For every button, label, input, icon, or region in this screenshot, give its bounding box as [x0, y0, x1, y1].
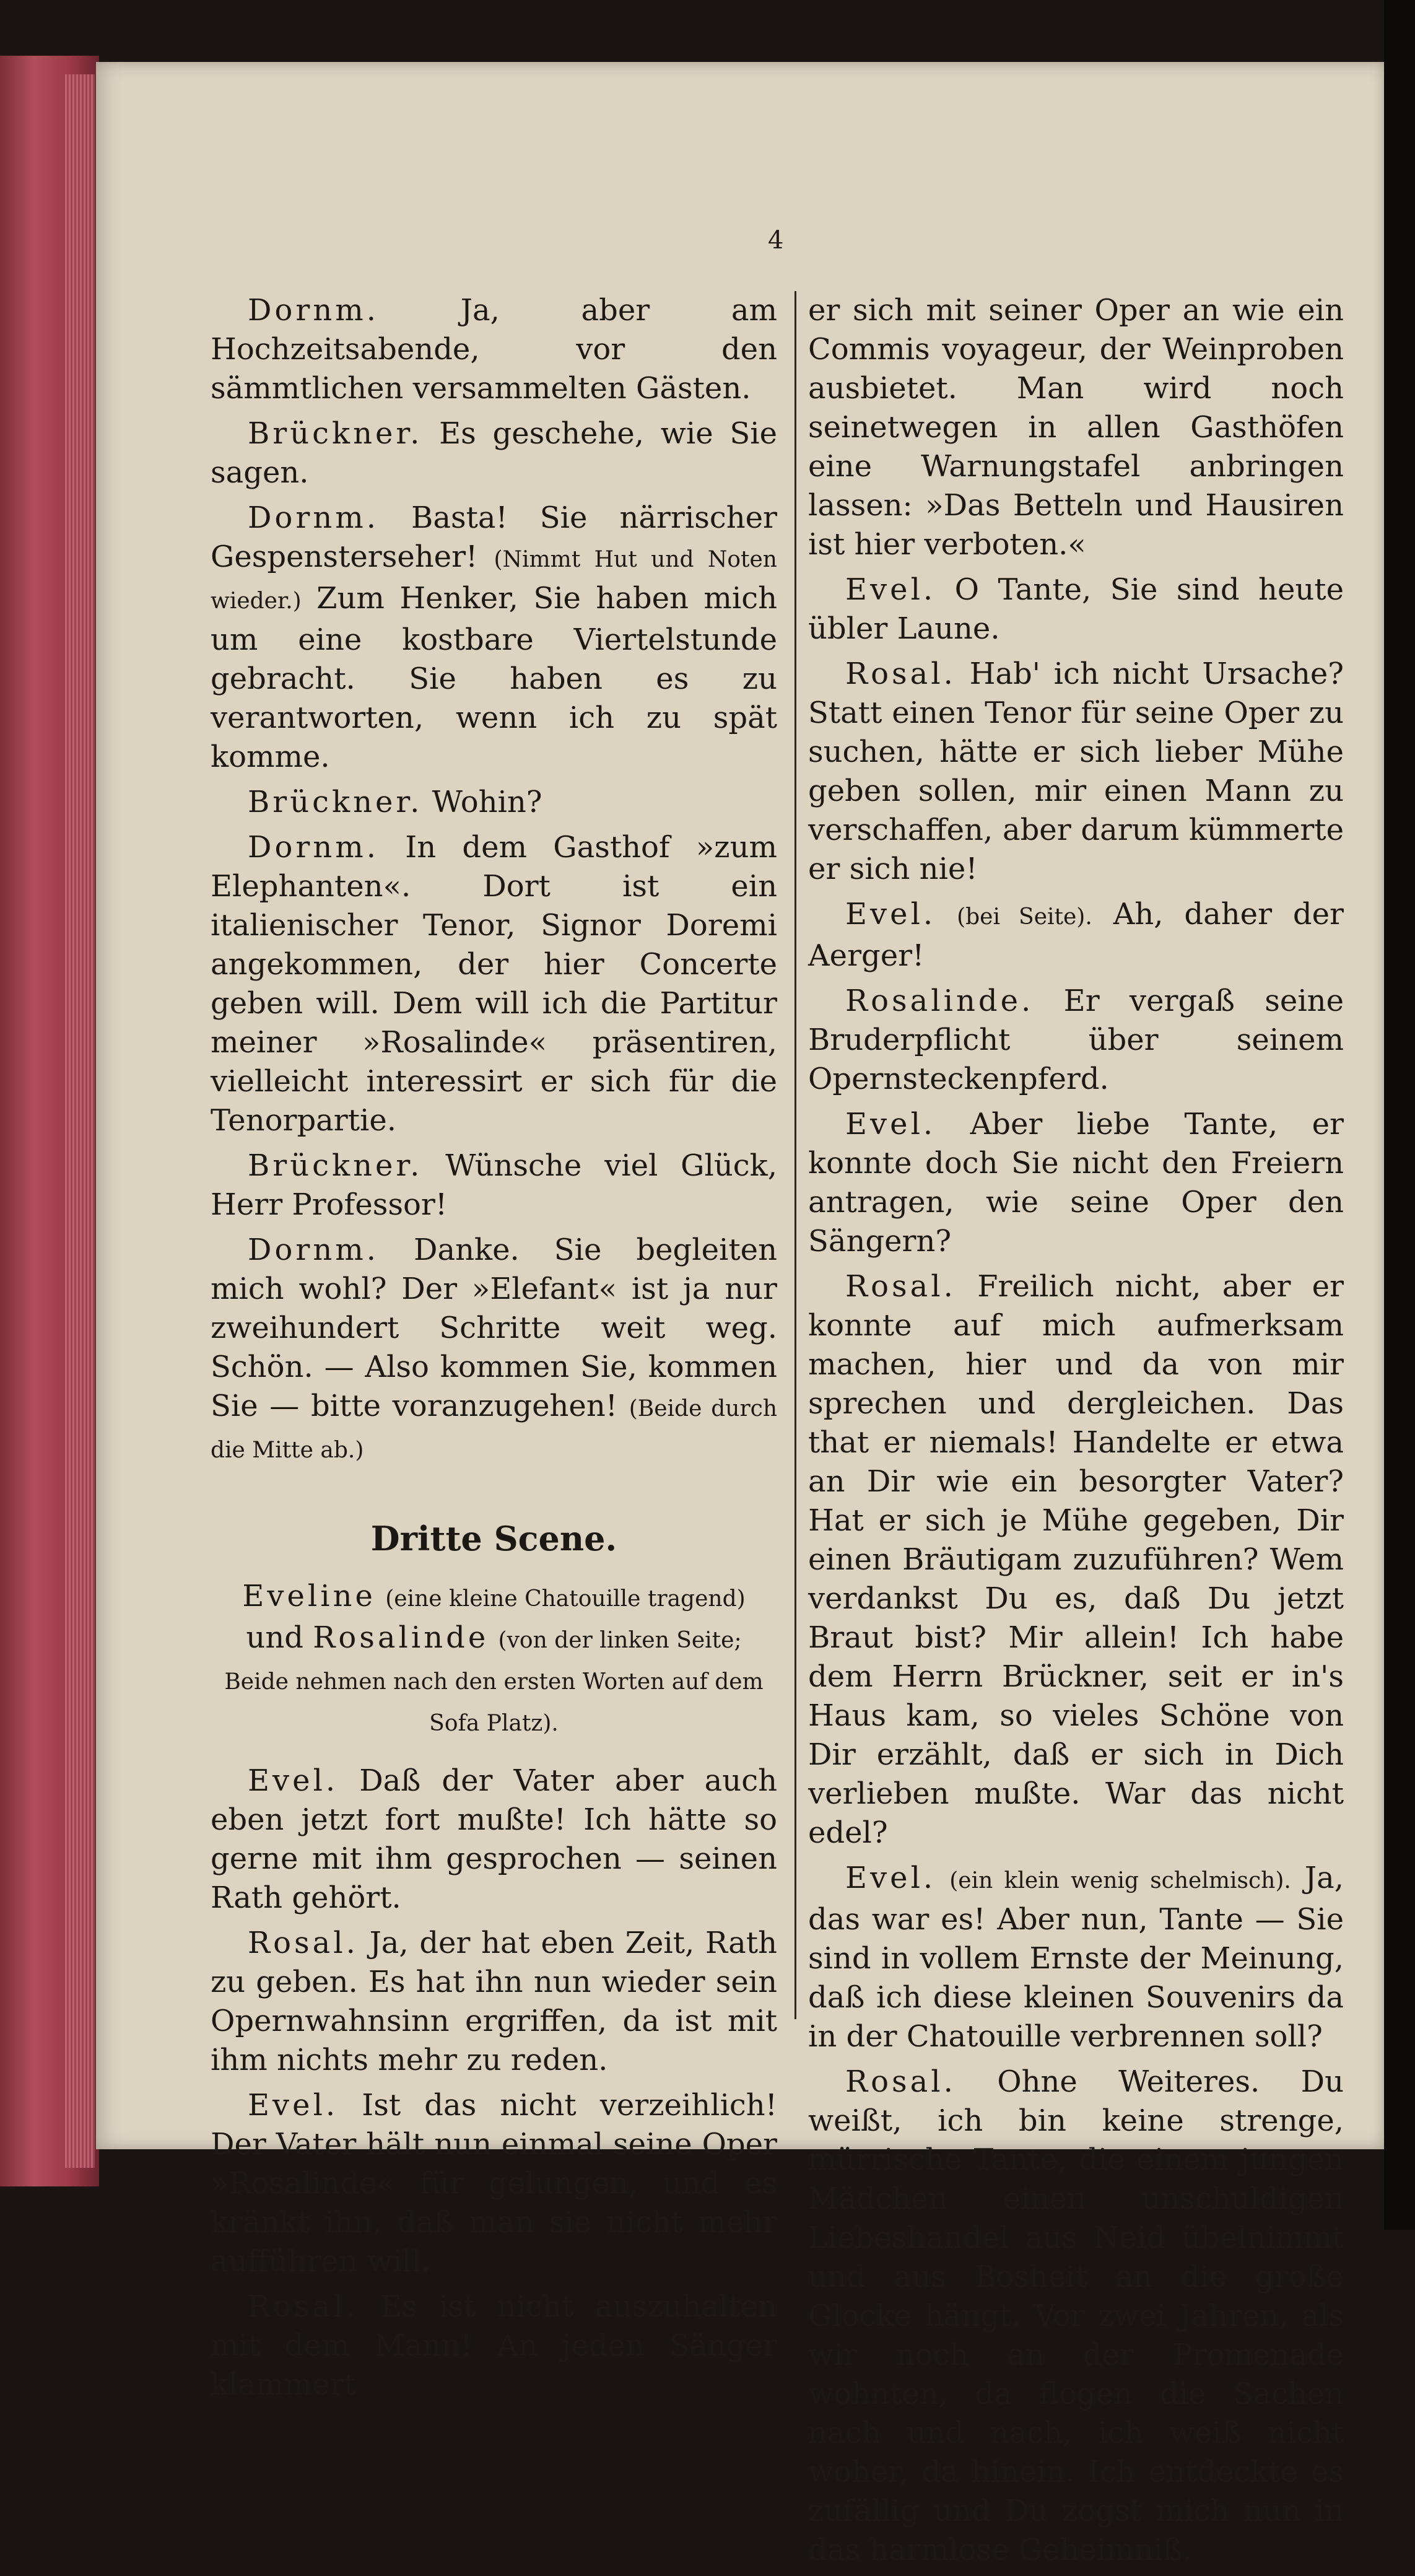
- dialogue-text: Es geschehe, wie Sie sagen.: [211, 416, 777, 490]
- speaker-name: Rosal.: [248, 2289, 359, 2324]
- speaker-name: Evel.: [845, 897, 936, 932]
- speaker-name: Evel.: [845, 1107, 936, 1142]
- dialogue-line: [211, 1146, 777, 1225]
- dialogue-text: Basta! Sie närrischer Gespensterseher!: [211, 500, 777, 574]
- dialogue-line: [808, 570, 1344, 648]
- page-number: 4: [768, 226, 784, 255]
- dialogue-text: er sich mit seiner Oper an wie ein Commis voyageur, der Weinproben ausbietet. Man wird noch seinetwegen in allen Gasthöfen eine Warnungstafel anbringen lassen: »Das Betteln und Hausiren ist hier verboten.«: [808, 293, 1344, 562]
- character-name: Eveline: [242, 1579, 376, 1613]
- dialogue-text: O Tante, Sie sind heute übler Laune.: [808, 572, 1344, 646]
- dialogue-text: Wohin?: [432, 785, 542, 819]
- speaker-name: Evel.: [248, 1763, 339, 1798]
- stage-direction: (bei Seite).: [957, 904, 1092, 930]
- dialogue-text: Es ist nicht auszuhalten mit dem Mann! An jeden Sänger klammert: [211, 2289, 777, 2402]
- dialogue-text: Ja, das war es! Aber nun, Tante — Sie sind in vollem Ernste der Meinung, daß ich diese kleinen Souvenirs da in der Chatouille verbrennen soll?: [808, 1861, 1344, 2054]
- dialogue-line: [211, 414, 777, 492]
- stage-direction: (ein klein wenig schelmisch).: [949, 1868, 1291, 1893]
- dialogue-text: Daß der Vater aber auch eben jetzt fort mußte! Ich hätte so gerne mit ihm gesprochen — seinen Rath gehört.: [211, 1763, 777, 1915]
- scene-cast: [211, 1577, 777, 1743]
- character-name: Rosalinde: [313, 1620, 489, 1655]
- dialogue-line: [211, 828, 777, 1140]
- dialogue-text: Ja, aber am Hochzeitsabende, vor den sämmtlichen versammelten Gästen.: [211, 293, 777, 406]
- dialogue-text: Ja, der hat eben Zeit, Rath zu geben. Es hat ihn nun wieder sein Opernwahnsinn ergriffen, da ist mit ihm nichts mehr zu reden.: [211, 1926, 777, 2077]
- dialogue-line: [808, 895, 1344, 976]
- dialogue-line: [211, 1762, 777, 1918]
- dialogue-line: [808, 1105, 1344, 1261]
- speaker-name: Dornm.: [248, 500, 380, 535]
- dialogue-line: [808, 1859, 1344, 2056]
- speaker-name: Brückner.: [248, 785, 423, 819]
- dialogue-line: [211, 499, 777, 777]
- speaker-name: Rosal.: [248, 1926, 359, 1960]
- conjunction: und: [246, 1620, 303, 1655]
- stage-direction: (eine kleine Chatouille tragend): [385, 1586, 746, 1612]
- scene-title: Dritte Scene.: [370, 1519, 617, 1558]
- speaker-name: Dornm.: [248, 293, 380, 328]
- page-edges: [65, 74, 95, 2168]
- speaker-name: Evel.: [845, 572, 936, 607]
- speaker-name: Rosalinde.: [845, 984, 1034, 1018]
- speaker-name: Evel.: [845, 1861, 936, 1895]
- speaker-name: Dornm.: [248, 1233, 380, 1267]
- dialogue-line: [808, 982, 1344, 1099]
- speaker-name: Rosal.: [845, 2064, 956, 2099]
- dialogue-line: [211, 2287, 777, 2404]
- column-divider: [795, 291, 796, 2019]
- dialogue-text: Hab' ich nicht Ursache? Statt einen Tenor für seine Oper zu suchen, hätte er sich lieber Mühe geben sollen, mir einen Mann zu verschaffen, aber darum kümmerte er sich nie!: [808, 657, 1344, 886]
- dialogue-text: Wünsche viel Glück, Herr Professor!: [211, 1148, 777, 1222]
- stage-direction: (von der linken Seite; Beide nehmen nach den ersten Worten auf dem Sofa Platz).: [224, 1628, 764, 1736]
- dialogue-text: Ah, daher der Aerger!: [808, 897, 1344, 973]
- dialogue-text: Ist das nicht verzeihlich! Der Vater hält nun einmal seine Oper »Rosalinde« für gelungen, und es kränkt ihn, daß man sie nicht mehr aufführen will.: [211, 2088, 778, 2279]
- dialogue-line: [211, 2086, 777, 2281]
- left-column: [211, 291, 777, 2411]
- dialogue-line: [808, 2063, 1344, 2570]
- dialogue-text: Freilich nicht, aber er konnte auf mich aufmerksam machen, hier und da von mir sprechen und dergleichen. Das that er niemals! Handelte er etwa an Dir wie ein besorgter Vater? Hat er sich je Mühe gegeben, Dir einen Bräutigam zuzuführen? Wem verdankst Du es, daß Du jetzt Braut bist? Mir allein! Ich habe dem Herrn Brückner, seit er in's Haus kam, so vieles Schöne von Dir erzählt, daß er sich in Dich verlieben mußte. War das nicht edel?: [808, 1269, 1344, 1850]
- dialogue-line: [211, 291, 777, 408]
- dialogue-text: Zum Henker, Sie haben mich um eine kostbare Viertelstunde gebracht. Sie haben es zu verantworten, wenn ich zu spät komme.: [211, 581, 777, 774]
- dialogue-text: Aber liebe Tante, er konnte doch Sie nicht den Freiern antragen, wie seine Oper den Sängern?: [808, 1107, 1344, 1259]
- dialogue-text: Danke. Sie begleiten mich wohl? Der »Elefant« ist ja nur zweihundert Schritte weit weg. Schön. — Also kommen Sie, kommen Sie — bitte voranzugehen!: [211, 1233, 777, 1423]
- dialogue-line: [808, 291, 1344, 564]
- stage-direction: (Beide durch die Mitte ab.): [211, 1396, 778, 1463]
- dialogue-line: [808, 655, 1344, 889]
- speaker-name: Rosal.: [845, 1269, 956, 1304]
- dialogue-text: Ohne Weiteres. Du weißt, ich bin keine strenge, mürrische Tante, die einem jungen Mädchen einen unschuldigen Liebeshandel aus Neid übelnimmt und aus Bosheit an die große Glocke hängt. Vor zwei Jahren, als wir noch an der Promenade wohnten, da flogen die Sachen nach und nach, ich weiß nicht woher, da hinein. Ich entdeckte es zufällig und Du zogst mich nun in das harmlose Geheimniß.: [808, 2064, 1344, 2567]
- speaker-name: Dornm.: [248, 830, 380, 865]
- background-strip: [1384, 0, 1415, 2230]
- speaker-name: Evel.: [248, 2088, 339, 2123]
- speaker-name: Brückner.: [248, 416, 423, 451]
- dialogue-line: [211, 1924, 777, 2080]
- dialogue-line: [808, 1267, 1344, 1853]
- speaker-name: Brückner.: [248, 1148, 423, 1183]
- dialogue-text: In dem Gasthof »zum Elephanten«. Dort ist ein italienischer Tenor, Signor Doremi angekommen, der hier Concerte geben will. Dem will ich die Partitur meiner »Rosalinde« präsentiren, vielleicht interessirt er sich für die Tenorpartie.: [211, 830, 777, 1138]
- stage-direction: (Nimmt Hut und Noten wieder.): [211, 547, 777, 614]
- speaker-name: Rosal.: [845, 657, 956, 691]
- dialogue-text: Er vergaß seine Bruderpflicht über seinem Opernsteckenpferd.: [808, 984, 1344, 1096]
- dialogue-line: [211, 783, 777, 822]
- right-column: [808, 291, 1344, 2576]
- dialogue-line: [211, 1231, 777, 1470]
